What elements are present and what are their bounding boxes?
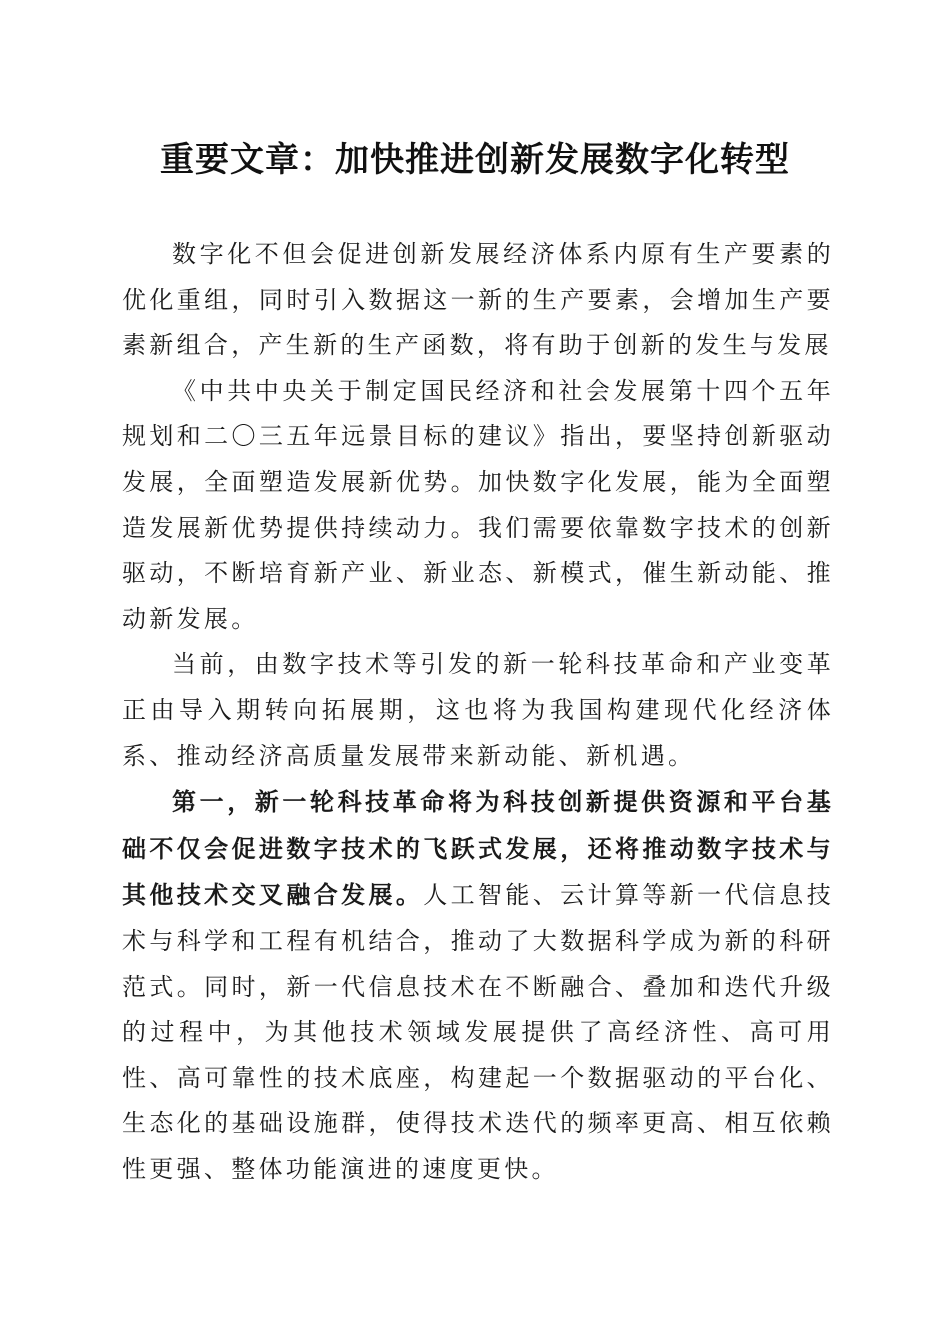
paragraph-text: 当前，由数字技术等引发的新一轮科技革命和产业变革正由导入期转向拓展期，这也将为我国构建现代化经济体系、推动经济高质量发展带来新动能、新机遇。 <box>122 650 834 770</box>
paragraph-1 <box>122 232 834 369</box>
paragraph-4 <box>122 779 834 1192</box>
paragraph-3 <box>122 642 834 779</box>
paragraph-2 <box>122 369 834 643</box>
paragraph-text: 人工智能、云计算等新一代信息技术与科学和工程有机结合，推动了大数据科学成为新的科研范式。同时，新一代信息技术在不断融合、叠加和迭代升级的过程中，为其他技术领域发展提供了高经济性、高可用性、高可靠性的技术底座，构建起一个数据驱动的平台化、生态化的基础设施群，使得技术迭代的频率更高、相互依赖性更强、整体功能演进的速度更快。 <box>122 881 834 1183</box>
paragraph-lead-bold: 第一，新一轮科技革命将为科技创新提供资源和平台基础不仅会促进数字技术的飞跃式发展，还将推动数字技术与其他技术交叉融合发展。 <box>122 787 834 910</box>
document-title: 重要文章：加快推进创新发展数字化转型 <box>160 140 790 180</box>
paragraph-text: 数字化不但会促进创新发展经济体系内原有生产要素的优化重组，同时引入数据这一新的生产要素，会增加生产要素新组合，产生新的生产函数，将有助于创新的发生与发展 <box>122 240 834 360</box>
document-body <box>122 232 834 1192</box>
paragraph-text: 《中共中央关于制定国民经济和社会发展第十四个五年规划和二〇三五年远景目标的建议》指出，要坚持创新驱动发展，全面塑造发展新优势。加快数字化发展，能为全面塑造发展新优势提供持续动力。我们需要依靠数字技术的创新驱动，不断培育新产业、新业态、新模式，催生新动能、推动新发展。 <box>122 376 834 633</box>
